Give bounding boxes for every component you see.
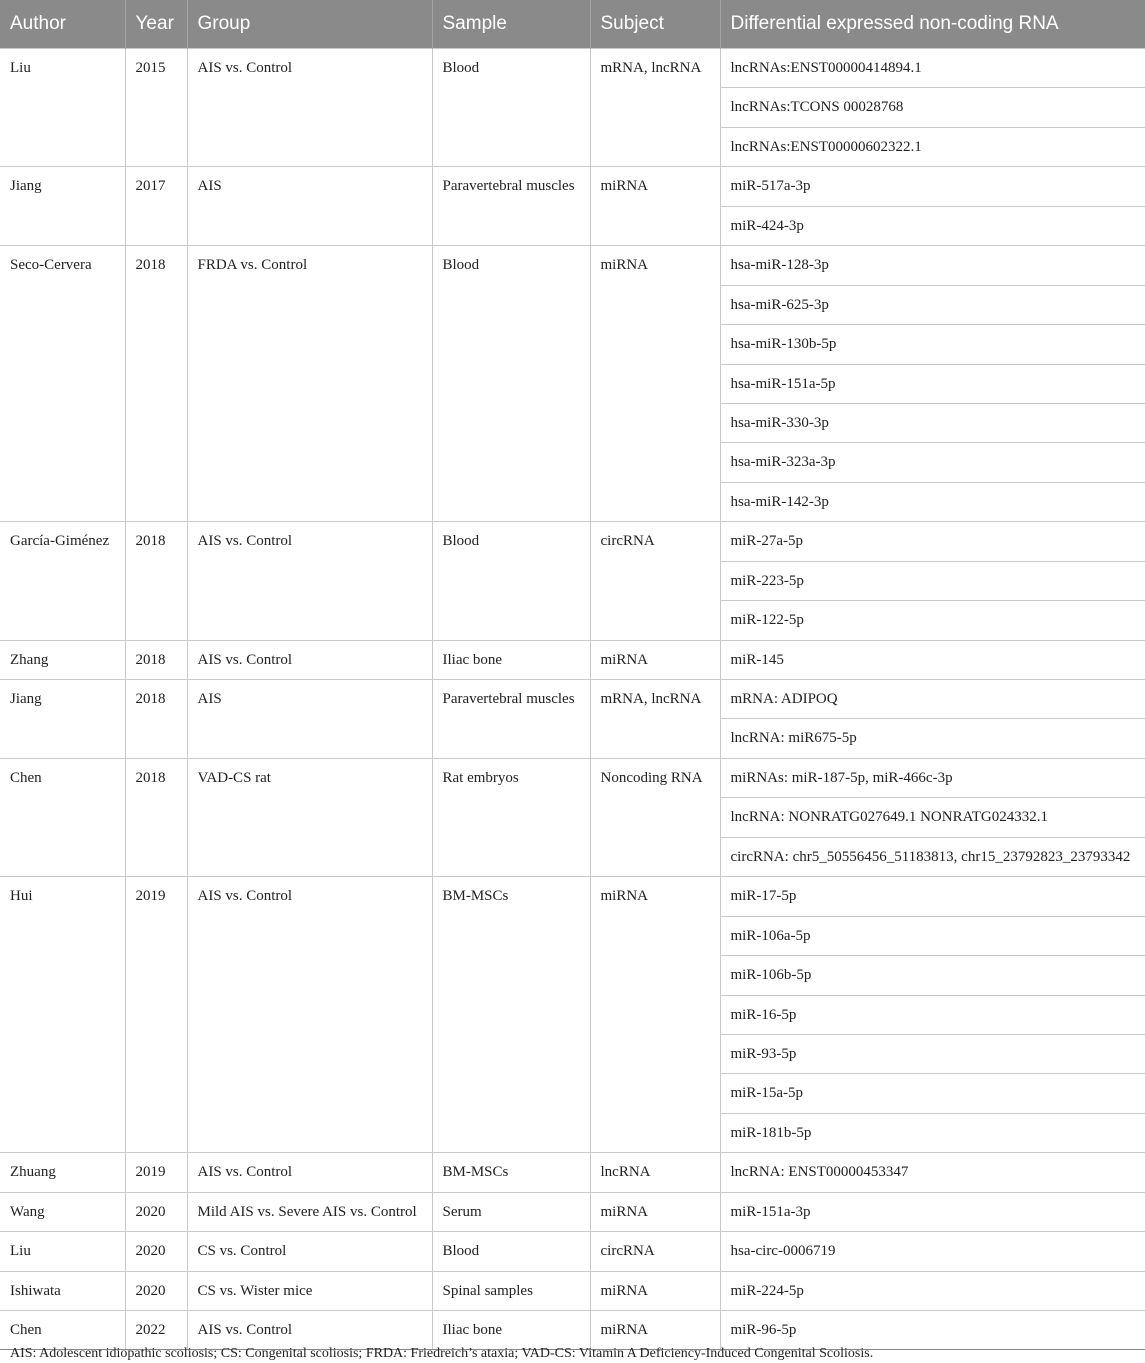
sample-cell: Iliac bone: [432, 640, 590, 679]
rna-cell: hsa-miR-151a-5p: [720, 364, 1145, 403]
rna-cell: lncRNAs:TCONS 00028768: [720, 88, 1145, 127]
author-cell: Liu: [0, 49, 125, 167]
subject-cell: Noncoding RNA: [590, 758, 720, 876]
table-row: [0, 1271, 1145, 1310]
subject-cell: miRNA: [590, 640, 720, 679]
author-cell: Seco-Cervera: [0, 246, 125, 522]
subject-cell: miRNA: [590, 167, 720, 246]
group-cell: FRDA vs. Control: [187, 246, 432, 522]
year-cell: 2019: [125, 877, 187, 1153]
rna-cell: miR-424-3p: [720, 206, 1145, 245]
table-row: [0, 877, 1145, 916]
rna-cell: miR-15a-5p: [720, 1074, 1145, 1113]
author-cell: Chen: [0, 758, 125, 876]
sample-cell: Serum: [432, 1192, 590, 1231]
group-cell: AIS vs. Control: [187, 1153, 432, 1192]
table-row: [0, 522, 1145, 561]
table-row: [0, 1153, 1145, 1192]
subject-cell: miRNA: [590, 1271, 720, 1310]
rna-cell: hsa-miR-625-3p: [720, 285, 1145, 324]
rna-cell: miR-17-5p: [720, 877, 1145, 916]
year-cell: 2018: [125, 522, 187, 640]
group-cell: CS vs. Control: [187, 1232, 432, 1271]
subject-cell: mRNA, lncRNA: [590, 49, 720, 167]
author-cell: Zhuang: [0, 1153, 125, 1192]
rna-cell: hsa-miR-323a-3p: [720, 443, 1145, 482]
group-cell: AIS vs. Control: [187, 522, 432, 640]
author-cell: García-Giménez: [0, 522, 125, 640]
author-cell: Jiang: [0, 680, 125, 759]
rna-cell: lncRNA: miR675-5p: [720, 719, 1145, 758]
sample-cell: Rat embryos: [432, 758, 590, 876]
sample-cell: Paravertebral muscles: [432, 680, 590, 759]
sample-cell: Paravertebral muscles: [432, 167, 590, 246]
sample-cell: Iliac bone: [432, 1311, 590, 1350]
year-cell: 2018: [125, 640, 187, 679]
sample-cell: Blood: [432, 1232, 590, 1271]
subject-cell: circRNA: [590, 522, 720, 640]
table-header: [0, 0, 1145, 49]
rna-cell: miR-27a-5p: [720, 522, 1145, 561]
rna-cell: miR-16-5p: [720, 995, 1145, 1034]
year-cell: 2018: [125, 680, 187, 759]
rna-cell: circRNA: chr5_50556456_51183813, chr15_23792823_23793342: [720, 837, 1145, 876]
year-cell: 2017: [125, 167, 187, 246]
sample-cell: Blood: [432, 246, 590, 522]
rna-cell: miR-224-5p: [720, 1271, 1145, 1310]
subject-cell: miRNA: [590, 246, 720, 522]
sample-cell: Blood: [432, 49, 590, 167]
subject-cell: circRNA: [590, 1232, 720, 1271]
author-cell: Liu: [0, 1232, 125, 1271]
author-cell: Zhang: [0, 640, 125, 679]
rna-cell: miR-106a-5p: [720, 916, 1145, 955]
header-subject: Subject: [590, 0, 720, 49]
rna-cell: miRNAs: miR-187-5p, miR-466c-3p: [720, 758, 1145, 797]
author-cell: Chen: [0, 1311, 125, 1350]
header-sample: Sample: [432, 0, 590, 49]
group-cell: AIS: [187, 167, 432, 246]
header-group: Group: [187, 0, 432, 49]
rna-cell: hsa-miR-330-3p: [720, 403, 1145, 442]
author-cell: Ishiwata: [0, 1271, 125, 1310]
rna-cell: hsa-miR-128-3p: [720, 246, 1145, 285]
table-row: [0, 167, 1145, 206]
group-cell: VAD-CS rat: [187, 758, 432, 876]
rna-cell: miR-181b-5p: [720, 1113, 1145, 1152]
year-cell: 2015: [125, 49, 187, 167]
rna-cell: mRNA: ADIPOQ: [720, 680, 1145, 719]
subject-cell: miRNA: [590, 877, 720, 1153]
author-cell: Wang: [0, 1192, 125, 1231]
rna-cell: miR-151a-3p: [720, 1192, 1145, 1231]
rna-cell: lncRNA: NONRATG027649.1 NONRATG024332.1: [720, 798, 1145, 837]
table-row: [0, 758, 1145, 797]
rna-cell: lncRNAs:ENST00000602322.1: [720, 127, 1145, 166]
table-row: [0, 1311, 1145, 1350]
rna-cell: miR-517a-3p: [720, 167, 1145, 206]
group-cell: AIS vs. Control: [187, 877, 432, 1153]
rna-cell: lncRNA: ENST00000453347: [720, 1153, 1145, 1192]
rna-cell: miR-223-5p: [720, 561, 1145, 600]
sample-cell: BM-MSCs: [432, 877, 590, 1153]
rna-cell: miR-96-5p: [720, 1311, 1145, 1350]
subject-cell: mRNA, lncRNA: [590, 680, 720, 759]
year-cell: 2022: [125, 1311, 187, 1350]
group-cell: CS vs. Wister mice: [187, 1271, 432, 1310]
rna-cell: miR-145: [720, 640, 1145, 679]
group-cell: AIS vs. Control: [187, 49, 432, 167]
rna-cell: miR-93-5p: [720, 1034, 1145, 1073]
table-row: [0, 640, 1145, 679]
rna-cell: miR-122-5p: [720, 601, 1145, 640]
rna-cell: miR-106b-5p: [720, 956, 1145, 995]
author-cell: Jiang: [0, 167, 125, 246]
table-row: [0, 1232, 1145, 1271]
table-body: [0, 49, 1145, 1350]
year-cell: 2020: [125, 1192, 187, 1231]
sample-cell: BM-MSCs: [432, 1153, 590, 1192]
subject-cell: miRNA: [590, 1311, 720, 1350]
group-cell: Mild AIS vs. Severe AIS vs. Control: [187, 1192, 432, 1231]
year-cell: 2019: [125, 1153, 187, 1192]
header-row: [0, 0, 1145, 49]
subject-cell: miRNA: [590, 1192, 720, 1231]
sample-cell: Blood: [432, 522, 590, 640]
author-cell: Hui: [0, 877, 125, 1153]
header-differential-rna: Differential expressed non-coding RNA: [720, 0, 1145, 49]
table-row: [0, 246, 1145, 285]
table-row: [0, 680, 1145, 719]
rna-cell: lncRNAs:ENST00000414894.1: [720, 49, 1145, 88]
header-author: Author: [0, 0, 125, 49]
year-cell: 2018: [125, 758, 187, 876]
rna-cell: hsa-miR-130b-5p: [720, 325, 1145, 364]
group-cell: AIS vs. Control: [187, 1311, 432, 1350]
table-row: [0, 1192, 1145, 1231]
table-row: [0, 49, 1145, 88]
header-year: Year: [125, 0, 187, 49]
year-cell: 2020: [125, 1271, 187, 1310]
sample-cell: Spinal samples: [432, 1271, 590, 1310]
rna-cell: hsa-miR-142-3p: [720, 482, 1145, 521]
rna-cell: hsa-circ-0006719: [720, 1232, 1145, 1271]
group-cell: AIS: [187, 680, 432, 759]
table-footnote: AIS: Adolescent idiopathic scoliosis; CS: Congenital scoliosis; FRDA: Friedreich’s ataxia; VAD-CS: Vitamin A Deficiency-Induced Congenital Scoliosis.: [10, 1346, 874, 1361]
year-cell: 2020: [125, 1232, 187, 1271]
subject-cell: lncRNA: [590, 1153, 720, 1192]
group-cell: AIS vs. Control: [187, 640, 432, 679]
year-cell: 2018: [125, 246, 187, 522]
